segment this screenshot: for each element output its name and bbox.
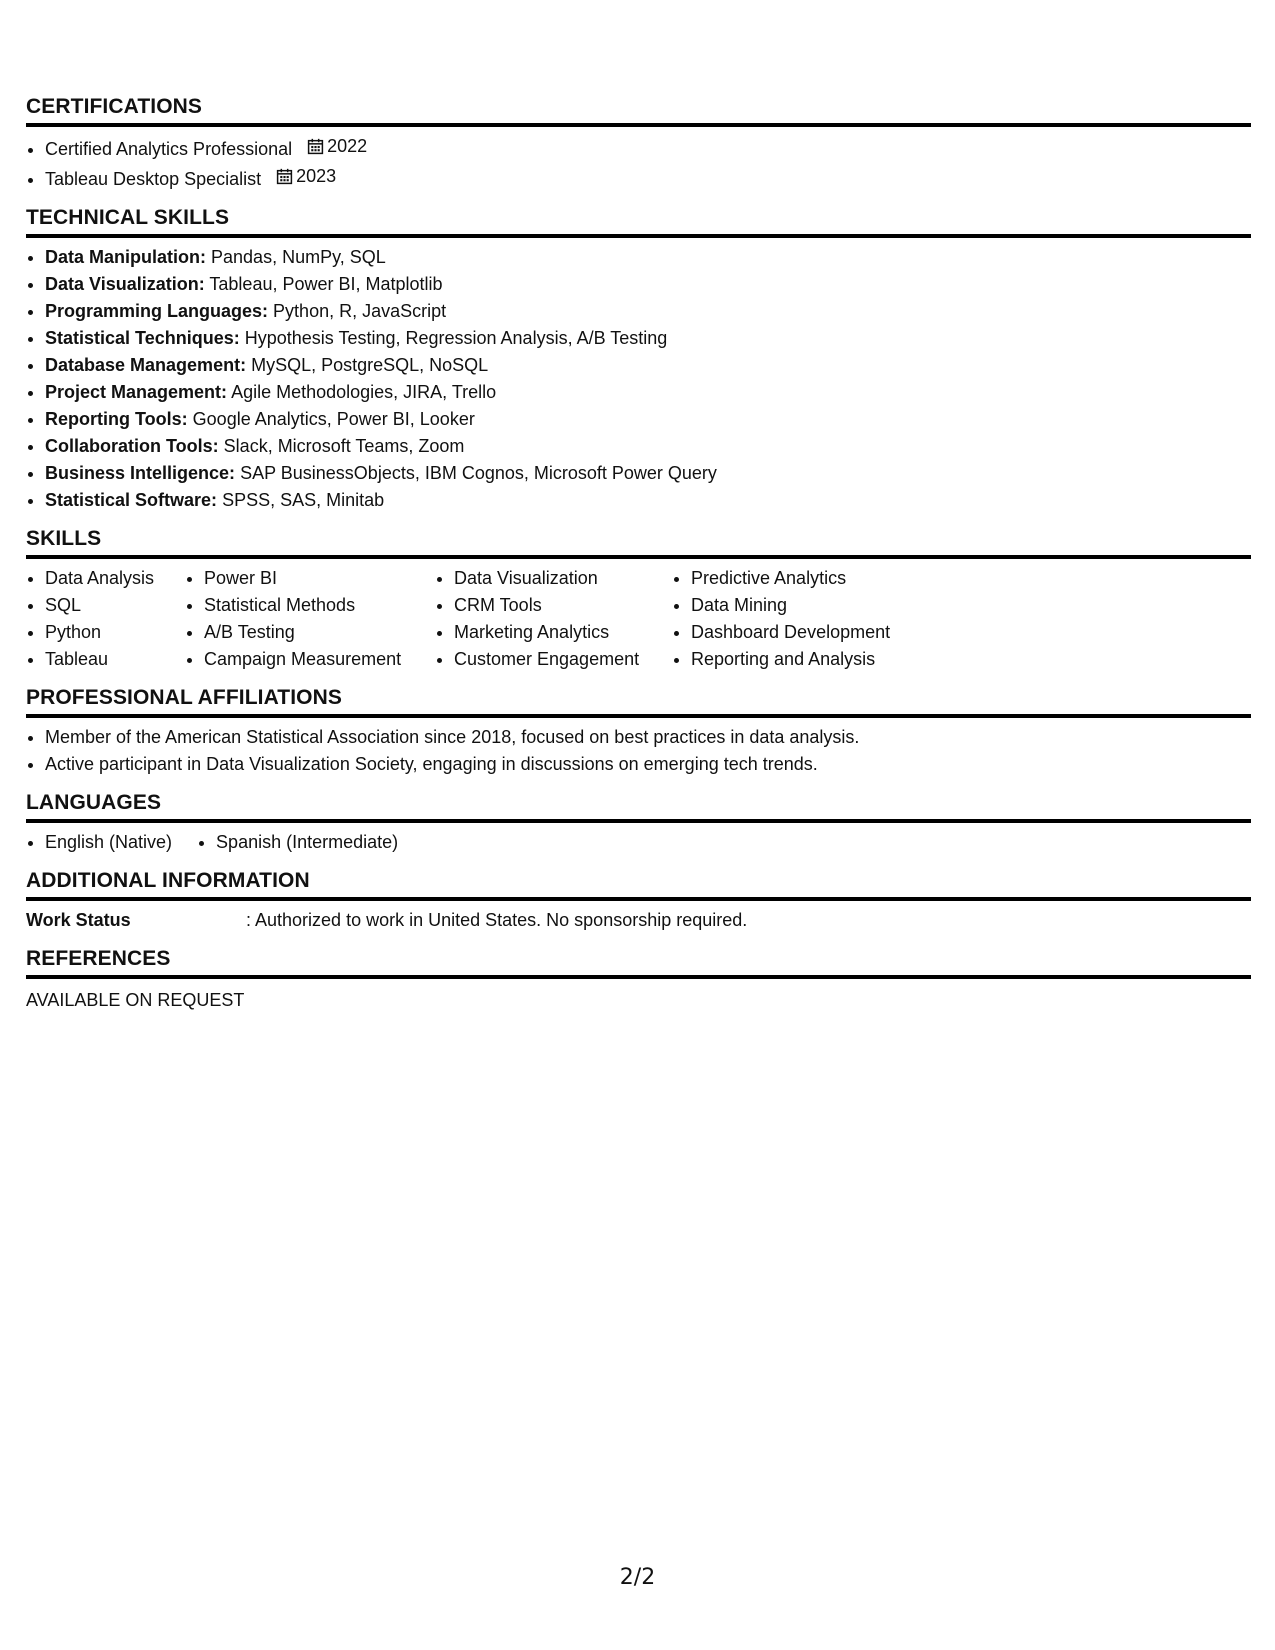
technical-skill-item bbox=[45, 325, 1251, 352]
skills-column bbox=[672, 565, 931, 673]
skills-grid bbox=[26, 565, 1251, 673]
calendar-icon bbox=[307, 138, 324, 155]
section-title-skills: SKILLS bbox=[26, 526, 1251, 559]
skill-item: • Statistical Methods bbox=[204, 592, 435, 619]
skill-item: • CRM Tools bbox=[454, 592, 672, 619]
technical-skills-list bbox=[26, 244, 1251, 514]
skill-item: • Python bbox=[45, 619, 185, 646]
resume-page bbox=[26, 94, 1251, 1026]
technical-skill-item bbox=[45, 406, 1251, 433]
affiliations-section bbox=[26, 685, 1251, 778]
skill-item: • Dashboard Development bbox=[691, 619, 931, 646]
skill-item: • Tableau bbox=[45, 646, 185, 673]
section-title-technical-skills: TECHNICAL SKILLS bbox=[26, 205, 1251, 238]
skills-column bbox=[435, 565, 672, 673]
technical-skill-item bbox=[45, 271, 1251, 298]
certification-year: 2023 bbox=[296, 166, 337, 186]
skills-column bbox=[185, 565, 435, 673]
skill-item: • SQL bbox=[45, 592, 185, 619]
technical-skill-item bbox=[45, 433, 1251, 460]
technical-skill-label: Collaboration Tools: bbox=[45, 436, 219, 456]
skill-item: • Reporting and Analysis bbox=[691, 646, 931, 673]
certification-year: 2022 bbox=[327, 136, 368, 156]
technical-skill-item bbox=[45, 460, 1251, 487]
technical-skill-value: Agile Methodologies, JIRA, Trello bbox=[231, 382, 497, 402]
skills-column bbox=[26, 565, 185, 673]
skill-item: • Data Visualization bbox=[454, 565, 672, 592]
skill-item: • Campaign Measurement bbox=[204, 646, 435, 673]
skills-section bbox=[26, 526, 1251, 673]
technical-skill-value: Pandas, NumPy, SQL bbox=[211, 247, 386, 267]
info-label: Work Status bbox=[26, 910, 131, 930]
certifications-list bbox=[26, 133, 1251, 193]
technical-skill-label: Reporting Tools: bbox=[45, 409, 188, 429]
technical-skill-label: Statistical Techniques: bbox=[45, 328, 240, 348]
certification-date bbox=[276, 163, 336, 190]
affiliation-item: • Member of the American Statistical Association since 2018, focused on best practices in data analysis. bbox=[45, 724, 1251, 751]
technical-skill-item bbox=[45, 487, 1251, 514]
technical-skill-value: Python, R, JavaScript bbox=[273, 301, 447, 321]
skill-item: • Data Analysis bbox=[45, 565, 185, 592]
info-value: : Authorized to work in United States. No sponsorship required. bbox=[246, 910, 748, 930]
technical-skill-label: Programming Languages: bbox=[45, 301, 269, 321]
certification-name: Tableau Desktop Specialist bbox=[45, 169, 262, 189]
technical-skill-value: SAP BusinessObjects, IBM Cognos, Microsoft Power Query bbox=[240, 463, 717, 483]
technical-skills-section bbox=[26, 205, 1251, 514]
skill-item: • Marketing Analytics bbox=[454, 619, 672, 646]
languages-list bbox=[26, 829, 1251, 856]
references-text: AVAILABLE ON REQUEST bbox=[26, 990, 245, 1010]
language-item: • Spanish (Intermediate) bbox=[216, 829, 398, 856]
calendar-icon bbox=[276, 168, 293, 185]
technical-skill-value: Hypothesis Testing, Regression Analysis, A/B Testing bbox=[244, 328, 668, 348]
references-section bbox=[26, 946, 1251, 1014]
section-title-certifications: CERTIFICATIONS bbox=[26, 94, 1251, 127]
technical-skill-item bbox=[45, 379, 1251, 406]
affiliation-item: • Active participant in Data Visualization Society, engaging in discussions on emerging tech trends. bbox=[45, 751, 1251, 778]
section-title-references: REFERENCES bbox=[26, 946, 1251, 979]
certification-date bbox=[307, 133, 367, 160]
technical-skill-label: Data Manipulation: bbox=[45, 247, 206, 267]
certification-name: Certified Analytics Professional bbox=[45, 139, 293, 159]
technical-skill-item bbox=[45, 244, 1251, 271]
technical-skill-label: Statistical Software: bbox=[45, 490, 218, 510]
technical-skill-label: Project Management: bbox=[45, 382, 228, 402]
info-row bbox=[26, 907, 1251, 934]
technical-skill-value: Slack, Microsoft Teams, Zoom bbox=[223, 436, 465, 456]
languages-section bbox=[26, 790, 1251, 856]
technical-skill-label: Business Intelligence: bbox=[45, 463, 236, 483]
technical-skill-item bbox=[45, 298, 1251, 325]
technical-skill-value: Tableau, Power BI, Matplotlib bbox=[209, 274, 443, 294]
section-title-languages: LANGUAGES bbox=[26, 790, 1251, 823]
skill-item: • Data Mining bbox=[691, 592, 931, 619]
certifications-section bbox=[26, 94, 1251, 193]
section-title-affiliations: PROFESSIONAL AFFILIATIONS bbox=[26, 685, 1251, 718]
skill-item: • A/B Testing bbox=[204, 619, 435, 646]
affiliations-list bbox=[26, 724, 1251, 778]
technical-skill-label: Data Visualization: bbox=[45, 274, 205, 294]
skill-item: • Predictive Analytics bbox=[691, 565, 931, 592]
certification-item bbox=[45, 133, 1251, 163]
technical-skill-value: MySQL, PostgreSQL, NoSQL bbox=[251, 355, 489, 375]
technical-skill-label: Database Management: bbox=[45, 355, 247, 375]
language-item: • English (Native) bbox=[45, 829, 172, 856]
certification-item bbox=[45, 163, 1251, 193]
section-title-additional-info: ADDITIONAL INFORMATION bbox=[26, 868, 1251, 901]
skill-item: • Customer Engagement bbox=[454, 646, 672, 673]
page-number: 2/2 bbox=[619, 1565, 656, 1590]
technical-skill-item bbox=[45, 352, 1251, 379]
technical-skill-value: SPSS, SAS, Minitab bbox=[222, 490, 385, 510]
skill-item: • Power BI bbox=[204, 565, 435, 592]
technical-skill-value: Google Analytics, Power BI, Looker bbox=[192, 409, 475, 429]
additional-info-section bbox=[26, 868, 1251, 934]
